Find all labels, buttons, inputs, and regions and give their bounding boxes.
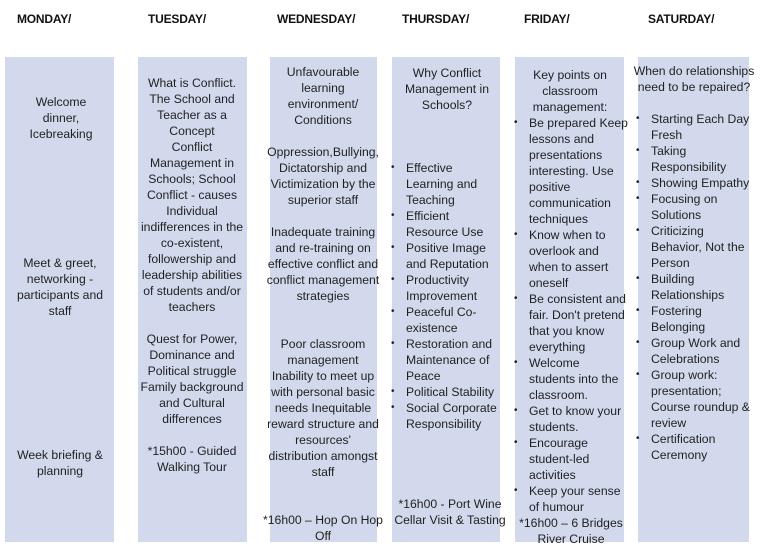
header-thursday: THURSDAY/ <box>402 12 470 26</box>
list-item: • Starting Each Day Fresh <box>636 112 750 142</box>
tuesday-item: Conflict Management in Schools; School Conflict - causes Individual indifferences in the co-existent, followership and leadership abilities of students and/or teachers <box>140 140 244 314</box>
list-item: • Criticizing Behavior, Not the Person <box>636 224 745 270</box>
list-item: • Efficient Resource Use <box>391 209 484 239</box>
saturday-title: When do relationships need to be repaired? <box>633 64 755 94</box>
header-monday: MONDAY/ <box>17 12 72 26</box>
monday-item: Meet & greet, networking - participants and staff <box>16 256 104 318</box>
friday-bullet-list <box>514 115 629 515</box>
list-item: • Group Work and Celebrations <box>636 336 741 366</box>
wednesday-item: *16h00 – Hop On Hop Off <box>263 513 383 543</box>
monday-item: Week briefing & planning <box>17 448 103 478</box>
wednesday-item: Oppression,Bullying, Dictatorship and Victimization by the superior staff <box>267 145 379 207</box>
list-item: • Certification Ceremony <box>636 432 716 462</box>
monday-item: Welcome dinner, Icebreaking <box>29 95 93 141</box>
list-item: • Focusing on Solutions <box>636 192 718 222</box>
wednesday-item: Inadequate training and re-training on effective conflict and conflict management strategies <box>266 225 380 303</box>
tuesday-item: *15h00 - Guided Walking Tour <box>147 444 237 474</box>
wednesday-item: Poor classroom management Inability to meet up with personal basic needs Inequitable reward structure and resources' distribution amongst staff <box>267 337 379 479</box>
list-item: • Effective Learning and Teaching <box>391 161 478 207</box>
thursday-footer: *16h00 - Port Wine Cellar Visit & Tasting <box>394 497 506 527</box>
list-item: • Building Relationships <box>636 272 725 302</box>
wednesday-item: Unfavourable learning environment/ Conditions <box>286 65 360 127</box>
friday-footer: *16h00 – 6 Bridges River Cruise <box>519 516 623 546</box>
list-item: • Fostering Belonging <box>636 304 706 334</box>
thursday-title: Why Conflict Management in Schools? <box>404 66 489 112</box>
header-tuesday: TUESDAY/ <box>148 12 206 26</box>
list-item: • Political Stability <box>391 385 495 399</box>
header-wednesday: WEDNESDAY/ <box>277 12 356 26</box>
tuesday-item: Quest for Power, Dominance and Political struggle Family background and Cultural differences <box>140 332 244 426</box>
list-item: • Positive Image and Reputation <box>391 241 489 271</box>
header-friday: FRIDAY/ <box>524 12 570 26</box>
list-item: • Know when to overlook and when to assert oneself <box>514 228 609 290</box>
list-item: • Social Corporate Responsibility <box>391 401 497 431</box>
list-item: • Peaceful Co-existence <box>391 305 477 335</box>
list-item: • Welcome students into the classroom. <box>514 356 619 402</box>
list-item: • Keep your sense of humour <box>514 484 621 514</box>
list-item: • Restoration and Maintenance of Peace <box>391 337 493 383</box>
list-item: • Group work: presentation; Course roundup & review <box>636 368 750 430</box>
list-item: • Showing Empathy <box>636 176 750 190</box>
list-item: • Be consistent and fair. Don't pretend that you know everything <box>514 292 626 354</box>
list-item: • Be prepared Keep lessons and presentations interesting. Use positive communication techniques <box>514 116 628 226</box>
thursday-bullet-list <box>391 160 500 432</box>
list-item: • Productivity Improvement <box>391 273 478 303</box>
tuesday-item: What is Conflict. The School and Teacher as a Concept <box>147 76 237 138</box>
list-item: • Get to know your students. <box>514 404 622 434</box>
list-item: • Encourage student-led activities <box>514 436 590 482</box>
saturday-bullet-list <box>636 111 753 463</box>
header-saturday: SATURDAY/ <box>648 12 715 26</box>
friday-title: Key points on classroom management: <box>532 68 608 114</box>
list-item: • Taking Responsibility <box>636 144 727 174</box>
